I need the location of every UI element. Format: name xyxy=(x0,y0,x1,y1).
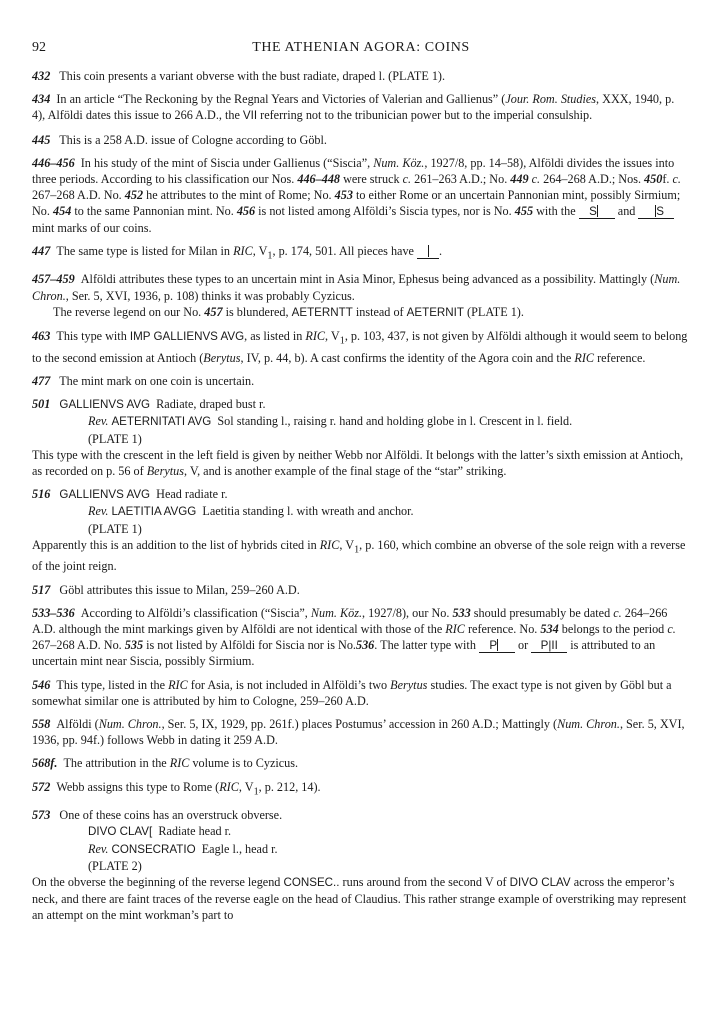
note-text: runs around from the second V of xyxy=(339,875,510,890)
note-text: he attributes to the mint of Rome; No. xyxy=(143,188,335,203)
coin-number: 535 xyxy=(124,638,144,653)
mint-mark-divider xyxy=(597,205,598,217)
note-text: is attributed to an uncertain mint near Siscia, possibly Sirmium. xyxy=(32,638,656,669)
note-text: On the obverse the beginning of the reverse legend xyxy=(32,875,284,890)
citation: Num. Chron. xyxy=(557,717,620,732)
document-page xyxy=(32,40,690,931)
note-text: , 1927/8, pp. 14–58), Alföldi divides the issues into three periods. According to his classification our Nos. xyxy=(32,155,675,187)
note-text: Radiate, draped bust r. xyxy=(156,397,266,412)
legend-text: LAETITIA AVGG xyxy=(111,505,197,519)
note-text: Webb assigns this type to Rome ( xyxy=(56,779,220,794)
note-572 xyxy=(32,779,690,801)
note-445 xyxy=(32,132,690,148)
note-number: 434 xyxy=(32,92,51,107)
note-text: According to Alföldi’s classification (“Siscia”, xyxy=(80,605,311,620)
note-text: One of these coins has an overstruck obverse. xyxy=(59,808,283,823)
note-text: Laetitia standing l. with wreath and anchor. xyxy=(202,504,414,519)
citation: Num. Chron. xyxy=(32,272,681,303)
legend-text: AETERNIT xyxy=(406,305,464,319)
note-text: 267–268 A.D. No. xyxy=(32,638,125,653)
note-text: studies. The exact type is not given by Göbl but a somewhat similar one is attributed by him to Cologne, 259–260 A.D. xyxy=(32,677,672,708)
note-number: 463 xyxy=(32,329,51,344)
note-text: , p. 160, which combine an obverse of the sole reign with a reverse of the joint reign. xyxy=(32,537,686,574)
circa: c. xyxy=(672,172,681,187)
note-text: Alföldi ( xyxy=(56,717,99,732)
note-text: , XXX, 1940, p. 4), Alföldi dates this issue to 266 A.D., the xyxy=(32,92,675,123)
reverse-label: Rev. xyxy=(88,841,109,856)
legend-text: CONSECRATIO xyxy=(111,842,196,856)
note-number: 558 xyxy=(32,717,51,732)
note-text: The mint mark on one coin is uncertain. xyxy=(59,373,255,388)
note-457-459 xyxy=(32,271,690,321)
plate-ref: (PLATE 2) xyxy=(88,858,142,873)
note-text: , Ser. 5, XVI, 1936, pp. 94f.) follows Webb in dating it 259 A.D. xyxy=(32,717,685,748)
note-501 xyxy=(32,396,690,479)
note-text: This coin presents a variant obverse with the bust radiate, draped l. (PLATE 1). xyxy=(59,69,446,83)
citation: RIC xyxy=(168,677,188,692)
note-432 xyxy=(32,68,690,84)
mint-mark-divider xyxy=(497,639,498,651)
coin-number: 536 xyxy=(355,638,375,653)
note-text: volume is to Cyzicus. xyxy=(189,756,299,771)
note-number: 573 xyxy=(32,808,51,823)
citation: Num. Köz. xyxy=(310,605,363,620)
note-text: , V xyxy=(339,537,355,552)
legend-text: GALLIENVS AVG xyxy=(59,398,151,412)
citation: Num. Chron. xyxy=(98,717,162,732)
circa: c. xyxy=(613,605,622,620)
note-text: for Asia, is not included in Alföldi’s two xyxy=(187,677,391,692)
coin-number: 455 xyxy=(514,204,534,219)
note-463 xyxy=(32,328,690,366)
note-number: 516 xyxy=(32,487,51,502)
citation: RIC xyxy=(574,350,595,365)
note-text: belongs to the period xyxy=(558,622,668,636)
coin-number: 457 xyxy=(204,304,223,319)
citation: Jour. Rom. Studies xyxy=(505,92,597,107)
mint-mark xyxy=(638,205,674,219)
note-number: 572 xyxy=(32,779,51,794)
note-paragraph xyxy=(32,874,690,924)
note-text: , p. 212, 14). xyxy=(258,779,321,794)
note-text: to the same Pannonian mint. No. xyxy=(71,204,237,219)
legend-text: GALLIENVS AVG xyxy=(59,488,151,502)
note-text: 264–266 A.D. although the mint markings given by Alföldi are not identical with those of the xyxy=(32,605,668,636)
note-paragraph xyxy=(32,807,690,823)
obverse-line xyxy=(32,486,690,503)
note-text: This is a 258 A.D. issue of Cologne according to Göbl. xyxy=(59,132,327,147)
citation: RIC xyxy=(305,329,326,344)
circa: c. xyxy=(531,172,541,187)
legend-text: AETERNITATI AVG xyxy=(111,415,212,429)
note-text: , 1927/8), our No. xyxy=(362,605,453,620)
mint-mark-letter: P xyxy=(489,639,498,653)
note-text: across the emperor’s neck, and there are faint traces of the reverse eagle on the head of Claudius. This rather strange example of overstriking may represent an attempt on the mint workman’s part to xyxy=(32,875,687,923)
note-text: is not listed among Alföldi’s Siscia types, nor is No. xyxy=(255,204,515,219)
legend-text: CONSEC.. xyxy=(283,876,340,890)
volume-subscript: 1 xyxy=(339,335,345,347)
citation: Berytus xyxy=(203,350,241,365)
note-paragraph xyxy=(32,447,690,479)
coin-number: 453 xyxy=(334,188,353,203)
legend-text: DIVO CLAV xyxy=(509,876,571,890)
note-text: , V, and is another example of the final stage of the “star” striking. xyxy=(183,463,507,478)
citation: Num. Köz. xyxy=(373,155,425,170)
mint-mark-letter: S xyxy=(589,205,597,219)
coin-number: 452 xyxy=(124,188,144,203)
obverse-line xyxy=(32,823,690,840)
legend-text: VII xyxy=(242,109,258,123)
note-446-456 xyxy=(32,155,690,236)
note-number: 517 xyxy=(32,582,51,597)
note-533-536 xyxy=(32,605,690,670)
note-text: In his study of the mint of Siscia under Gallienus (“Siscia”, xyxy=(80,155,374,170)
note-text: In an article “The Reckoning by the Regnal Years and Victories of Valerian and Gallienus” ( xyxy=(56,92,506,107)
note-text: reference. xyxy=(594,350,646,365)
plate-ref: (PLATE 1) xyxy=(88,431,142,446)
note-text: The reverse legend on our No. xyxy=(53,304,205,319)
coin-number: 454 xyxy=(53,204,72,219)
note-text: should presumably be dated xyxy=(470,605,614,620)
note-text: Radiate head r. xyxy=(158,824,232,839)
citation: RIC xyxy=(169,756,190,771)
note-447 xyxy=(32,243,690,265)
note-text: Göbl attributes this issue to Milan, 259–260 A.D. xyxy=(59,582,300,597)
note-text: and xyxy=(614,204,639,219)
note-text: reference. No. xyxy=(464,622,541,636)
note-paragraph xyxy=(32,271,690,303)
mint-mark xyxy=(479,639,515,653)
note-text: , V xyxy=(325,329,340,344)
coin-number: 534 xyxy=(540,622,559,636)
note-text: Apparently this is an addition to the list of hybrids cited in xyxy=(32,537,320,552)
note-paragraph xyxy=(32,537,690,575)
note-text: is not listed by Alföldi for Siscia nor is No. xyxy=(143,638,356,653)
note-text: , IV, p. 44, b). A cast confirms the identity of the Agora coin and the xyxy=(240,350,575,365)
note-546 xyxy=(32,677,690,709)
note-text: . xyxy=(439,243,443,258)
note-text: 261–263 A.D.; No. xyxy=(411,172,511,187)
coin-number: 449 xyxy=(510,172,529,187)
note-text: or xyxy=(514,638,532,653)
note-text: , Ser. 5, IX, 1929, pp. 261f.) places Postumus’ accession in 260 A.D.; Mattingly ( xyxy=(161,717,558,732)
note-text: , V xyxy=(252,243,268,258)
note-text: , V xyxy=(238,779,254,794)
citation: RIC xyxy=(233,243,253,258)
note-text: Alföldi attributes these types to an uncertain mint in Asia Minor, Ephesus being advanced as a possibility. Mattingly ( xyxy=(80,272,655,287)
note-text: This type with the crescent in the left field is given by neither Webb nor Alföldi. It belongs with the latter’s sixth emission at Antioch, as recorded on p. 56 of xyxy=(32,447,684,478)
note-558 xyxy=(32,716,690,748)
note-434 xyxy=(32,91,690,124)
note-517 xyxy=(32,582,690,598)
legend-text: AETERNTT xyxy=(291,305,353,319)
note-477 xyxy=(32,373,690,389)
note-number: 447 xyxy=(32,243,51,258)
citation: RIC xyxy=(219,779,239,794)
citation: RIC xyxy=(445,622,465,636)
coin-number: 533 xyxy=(452,605,471,620)
note-text: were struck xyxy=(340,172,403,187)
reverse-line xyxy=(32,841,690,858)
volume-subscript: 1 xyxy=(253,786,259,798)
note-number: 533–536 xyxy=(32,605,75,620)
note-text: with the xyxy=(533,204,579,219)
reverse-label: Rev. xyxy=(88,504,109,519)
mint-mark-divider xyxy=(428,245,429,257)
note-number: 477 xyxy=(32,373,51,388)
note-text: The same type is listed for Milan in xyxy=(56,243,234,258)
note-text: (PLATE 1). xyxy=(464,304,524,319)
note-text: referring not to the tribunician power but to the imperial consulship. xyxy=(257,108,593,123)
note-text: to either Rome or an uncertain Pannonian mint, possibly Sirmium; No. xyxy=(32,188,681,219)
note-516 xyxy=(32,486,690,574)
plate-ref: (PLATE 1) xyxy=(88,521,142,536)
reverse-label: Rev. xyxy=(88,414,109,429)
note-text: 264–268 A.D.; Nos. xyxy=(540,172,645,187)
note-573 xyxy=(32,807,690,923)
note-text: The attribution in the xyxy=(63,756,170,771)
note-text: , as listed in xyxy=(244,329,306,344)
page-header xyxy=(32,40,690,62)
note-number: 501 xyxy=(32,397,51,412)
legend-text: IMP GALLIENVS AVG xyxy=(129,330,245,344)
note-text: This type, listed in the xyxy=(56,677,169,692)
volume-subscript: 1 xyxy=(354,544,360,556)
note-text: f. xyxy=(662,172,673,187)
citation: Berytus xyxy=(146,463,184,478)
note-text: , p. 103, 437, is not given by Alföldi although it would seem to belong to the second emission at Antioch ( xyxy=(32,329,688,365)
reverse-line xyxy=(32,503,690,520)
note-paragraph xyxy=(32,304,690,321)
note-text: . The latter type with xyxy=(374,638,479,653)
note-text: Sol standing l., raising r. hand and holding globe in l. Crescent in l. field. xyxy=(217,414,573,429)
note-number: 568f. xyxy=(32,756,58,771)
citation: Berytus xyxy=(390,677,428,692)
volume-subscript: 1 xyxy=(267,250,273,262)
coin-number: 450 xyxy=(644,172,663,187)
coin-number: 446–448 xyxy=(297,172,341,187)
note-text: , p. 174, 501. All pieces have xyxy=(272,243,417,258)
note-text: , Ser. 5, XVI, 1936, p. 108) thinks it was probably Cyzicus. xyxy=(65,288,355,303)
mint-mark-letter: S xyxy=(656,205,665,219)
note-568f xyxy=(32,755,690,771)
running-head: THE ATHENIAN AGORA: COINS xyxy=(252,40,470,55)
note-text: instead of xyxy=(352,304,407,319)
mint-mark xyxy=(579,205,615,219)
note-text: This type with xyxy=(56,329,130,344)
note-text: Head radiate r. xyxy=(156,487,228,502)
note-number: 432 xyxy=(32,69,51,83)
note-number: 546 xyxy=(32,677,51,692)
mint-mark: P|II xyxy=(531,639,567,653)
citation: RIC xyxy=(319,537,340,552)
reverse-line xyxy=(32,413,690,430)
note-text: 267–268 A.D. No. xyxy=(32,188,125,203)
note-number: 445 xyxy=(32,132,51,147)
note-number: 446–456 xyxy=(32,155,75,170)
note-number: 457–459 xyxy=(32,272,75,287)
legend-text: DIVO CLAV[ xyxy=(88,825,153,839)
mint-mark xyxy=(417,245,439,259)
note-text: Eagle l., head r. xyxy=(201,841,278,856)
circa: c. xyxy=(667,622,676,636)
obverse-line xyxy=(32,396,690,413)
note-text: mint marks of our coins. xyxy=(32,220,152,235)
circa: c. xyxy=(402,172,412,187)
page-number: 92 xyxy=(32,40,46,55)
note-text: is blundered, xyxy=(222,304,292,319)
coin-number: 456 xyxy=(236,204,256,219)
